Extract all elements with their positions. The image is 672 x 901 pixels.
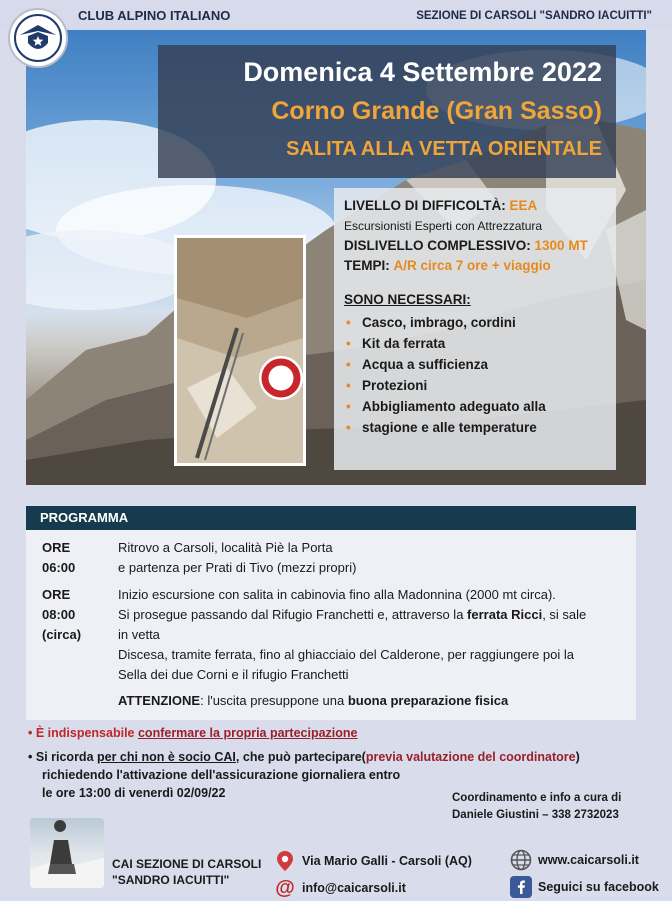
time-2 xyxy=(42,585,81,645)
desc-1 xyxy=(118,538,643,578)
desc-2-text: Si prosegue passando dal Rifugio Franchetti e, attraverso la xyxy=(118,607,468,622)
note-text: per chi non è socio CAI xyxy=(97,750,236,764)
note-emphasis: previa valutazione del coordinatore xyxy=(365,750,576,764)
footer-facebook[interactable] xyxy=(510,876,659,898)
note-confirm-text: È indispensabile xyxy=(35,726,138,740)
time-2-label: ORE xyxy=(42,587,71,602)
desc-2-line: in vetta xyxy=(118,627,160,642)
note-confirm-emphasis: confermare la propria partecipazione xyxy=(137,726,358,740)
event-date: Domenica 4 Settembre 2022 xyxy=(243,57,602,87)
desc-2 xyxy=(118,585,643,685)
facebook-icon xyxy=(510,876,532,898)
bullet: • xyxy=(28,750,36,764)
required-list xyxy=(344,312,606,438)
desc-2-line: Inizio escursione con salita in cabinovia fino alla Madonnina (2000 mt circa). xyxy=(118,587,556,602)
note-text: ) xyxy=(575,750,580,764)
statue-photo xyxy=(30,818,104,888)
event-place: Corno Grande (Gran Sasso) xyxy=(271,97,602,125)
facebook-link[interactable]: Seguici su facebook xyxy=(538,880,659,894)
email-link[interactable]: info@caicarsoli.it xyxy=(302,881,406,895)
cai-logo-icon xyxy=(8,8,68,68)
website-link[interactable]: www.caicarsoli.it xyxy=(538,853,639,867)
club-name: CLUB ALPINO ITALIANO xyxy=(78,8,231,23)
ferrata-photo xyxy=(174,235,306,466)
time-value: A/R circa 7 ore + viaggio xyxy=(393,258,551,273)
footer-email[interactable] xyxy=(274,877,406,899)
desc-2-line xyxy=(118,605,643,625)
time-label: TEMPI: xyxy=(344,258,390,273)
footer-section-line: "SANDRO IACUITTI" xyxy=(112,873,230,887)
info-box xyxy=(334,188,616,470)
hero-image xyxy=(26,30,646,485)
attention-emphasis: buona preparazione fisica xyxy=(347,693,509,708)
attention-label: ATTENZIONE xyxy=(118,693,201,708)
address-text: Via Mario Galli - Carsoli (AQ) xyxy=(302,854,472,868)
time-1-label: ORE xyxy=(42,540,71,555)
required-title: SONO NECESSARI: xyxy=(344,292,471,307)
time-1-value: 06:00 xyxy=(42,560,76,575)
desc-1-line: e partenza per Prati di Tivo (mezzi propri) xyxy=(118,560,357,575)
difficulty-desc: Escursionisti Esperti con Attrezzatura xyxy=(344,219,543,233)
note-text: richiedendo l'attivazione dell'assicurazione giornaliera entro xyxy=(42,768,401,782)
bullet: • xyxy=(28,726,36,740)
elevation-label: DISLIVELLO COMPLESSIVO: xyxy=(344,238,531,253)
program-body xyxy=(26,530,636,720)
time-1 xyxy=(42,538,75,578)
ferrata-name: ferrata Ricci xyxy=(467,607,543,622)
coordinator-contact: Daniele Giustini – 338 2732023 xyxy=(452,809,619,821)
list-item: • Protezioni xyxy=(344,375,606,396)
section-name: SEZIONE DI CARSOLI "SANDRO IACUITTI" xyxy=(416,10,652,22)
coordinator-line: Coordinamento e info a cura di xyxy=(452,792,622,804)
list-item: • stagione e alle temperature xyxy=(344,417,606,438)
event-route: SALITA ALLA VETTA ORIENTALE xyxy=(286,138,602,160)
time-2-note: (circa) xyxy=(42,627,82,642)
desc-2-line: Discesa, tramite ferrata, fino al ghiacciaio del Calderone, per raggiungere poi la xyxy=(118,647,574,662)
list-item: • Kit da ferrata xyxy=(344,333,606,354)
at-sign-icon: @ xyxy=(275,876,295,899)
coordinator-info xyxy=(452,790,621,824)
attention-note xyxy=(118,693,508,708)
footer-address xyxy=(274,850,472,872)
desc-1-line: Ritrovo a Carsoli, località Piè la Porta xyxy=(118,540,333,555)
note-confirm xyxy=(28,726,358,740)
footer-website[interactable] xyxy=(510,849,639,871)
note-text: , che può partecipare( xyxy=(235,750,366,764)
map-pin-icon xyxy=(274,850,296,872)
globe-icon xyxy=(510,849,532,871)
attention-text: : l'uscita presuppone una xyxy=(200,693,348,708)
list-item: • Abbigliamento adeguato alla xyxy=(344,396,606,417)
note-text: Si ricorda xyxy=(35,750,97,764)
difficulty-value: EEA xyxy=(509,198,538,213)
footer-section xyxy=(112,856,261,888)
time-2-value: 08:00 xyxy=(42,607,76,622)
list-item: • Casco, imbrago, cordini xyxy=(344,312,606,333)
desc-2-text: , si sale xyxy=(542,607,587,622)
program-title: PROGRAMMA xyxy=(26,506,636,530)
elevation-value: 1300 MT xyxy=(534,238,588,253)
title-box xyxy=(158,45,616,178)
footer-section-line: CAI SEZIONE DI CARSOLI xyxy=(112,857,262,871)
desc-2-line: Sella dei due Corni e il rifugio Franchetti xyxy=(118,667,349,682)
difficulty-label: LIVELLO DI DIFFICOLTÀ: xyxy=(344,198,506,213)
note-text: le ore 13:00 di venerdì 02/09/22 xyxy=(42,786,226,800)
list-item: • Acqua a sufficienza xyxy=(344,354,606,375)
